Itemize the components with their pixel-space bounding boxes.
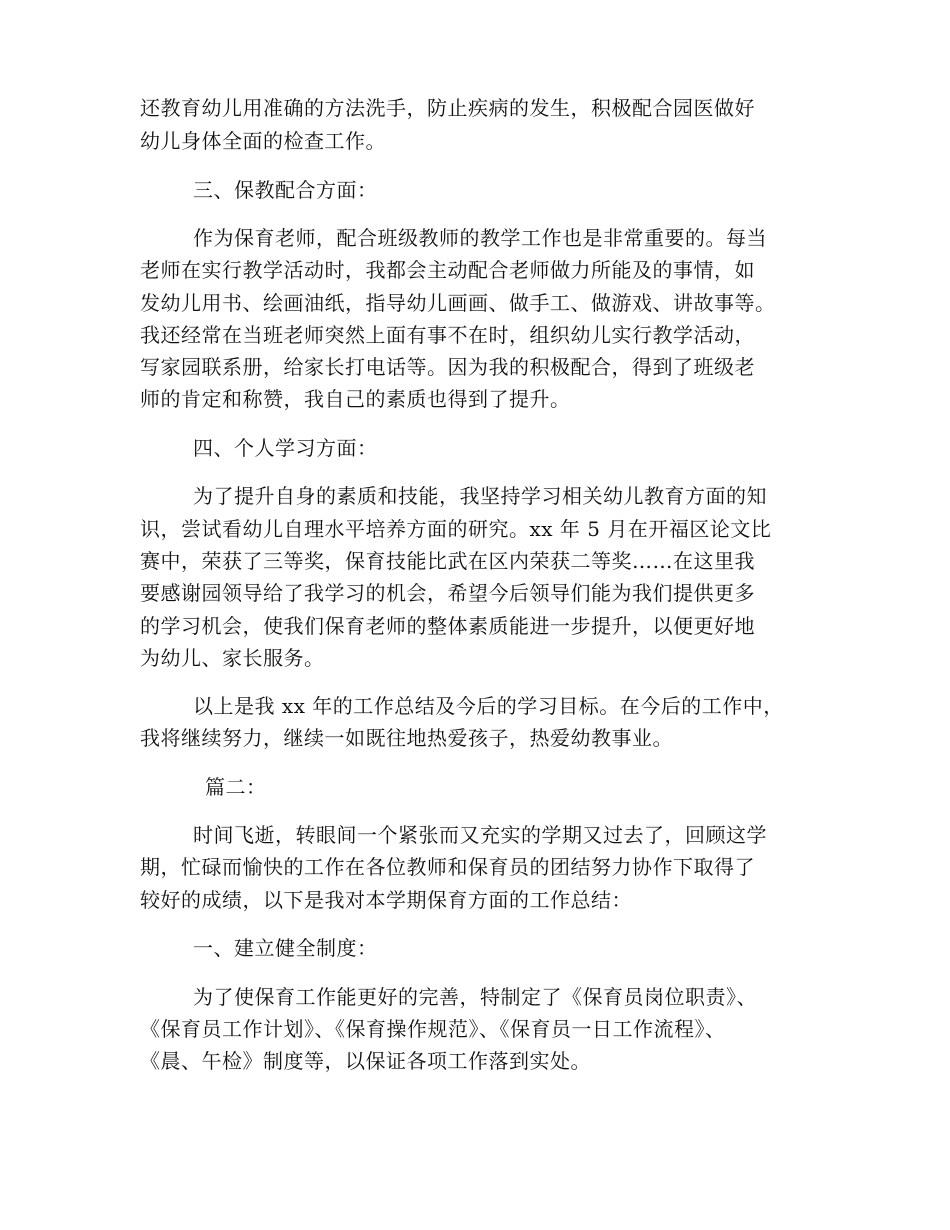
paragraph-line: 我将继续努力，继续一如既往地热爱孩子，热爱幼教事业。 — [140, 726, 673, 750]
paragraph-line: 我还经常在当班老师突然上面有事不在时，组织幼儿实行教学活动， — [140, 323, 755, 347]
section-heading: 四、个人学习方面： — [193, 436, 378, 460]
paragraph-line: 为幼儿、家长服务。 — [140, 646, 325, 670]
paragraph-line: 幼儿身体全面的检查工作。 — [140, 129, 386, 153]
paragraph-line: 《晨、午检》制度等，以保证各项工作落到实处。 — [140, 1049, 591, 1073]
paragraph-line: 时间飞逝，转眼间一个紧张而又充实的学期又过去了，回顾这学 — [193, 823, 767, 847]
section-heading: 篇二： — [205, 775, 267, 799]
paragraph-line: 老师在实行教学活动时，我都会主动配合老师做力所能及的事情，如 — [140, 258, 755, 282]
paragraph-line: 赛中，荣获了三等奖，保育技能比武在区内荣获二等奖……在这里我 — [140, 549, 755, 573]
paragraph-line: 为了提升自身的素质和技能，我坚持学习相关幼儿教育方面的知 — [193, 484, 767, 508]
section-heading: 三、保教配合方面： — [193, 178, 378, 202]
paragraph-line: 作为保育老师，配合班级教师的教学工作也是非常重要的。每当 — [193, 226, 767, 250]
paragraph-line: 较好的成绩，以下是我对本学期保育方面的工作总结： — [140, 888, 632, 912]
paragraph-line: 期，忙碌而愉快的工作在各位教师和保育员的团结努力协作下取得了 — [140, 855, 755, 879]
paragraph-line: 《保育员工作计划》、《保育操作规范》、《保育员一日工作流程》、 — [140, 1017, 726, 1041]
paragraph-line: 识，尝试看幼儿自理水平培养方面的研究。xx 年 5 月在开福区论文比 — [140, 517, 772, 541]
paragraph-line: 为了使保育工作能更好的完善，特制定了《保育员岗位职责》、 — [193, 985, 757, 1009]
paragraph-line: 还教育幼儿用准确的方法洗手，防止疾病的发生，积极配合园医做好 — [140, 96, 755, 120]
paragraph-line: 写家园联系册，给家长打电话等。因为我的积极配合，得到了班级老 — [140, 355, 755, 379]
paragraph-line: 以上是我 xx 年的工作总结及今后的学习目标。在今后的工作中， — [193, 694, 784, 718]
paragraph-line: 发幼儿用书、绘画油纸，指导幼儿画画、做手工、做游戏、讲故事等。 — [140, 291, 776, 315]
paragraph-line: 要感谢园领导给了我学习的机会，希望今后领导们能为我们提供更多 — [140, 581, 755, 605]
paragraph-line: 的学习机会，使我们保育老师的整体素质能进一步提升，以便更好地 — [140, 614, 755, 638]
section-heading: 一、建立健全制度： — [193, 936, 378, 960]
paragraph-line: 师的肯定和称赞，我自己的素质也得到了提升。 — [140, 387, 571, 411]
